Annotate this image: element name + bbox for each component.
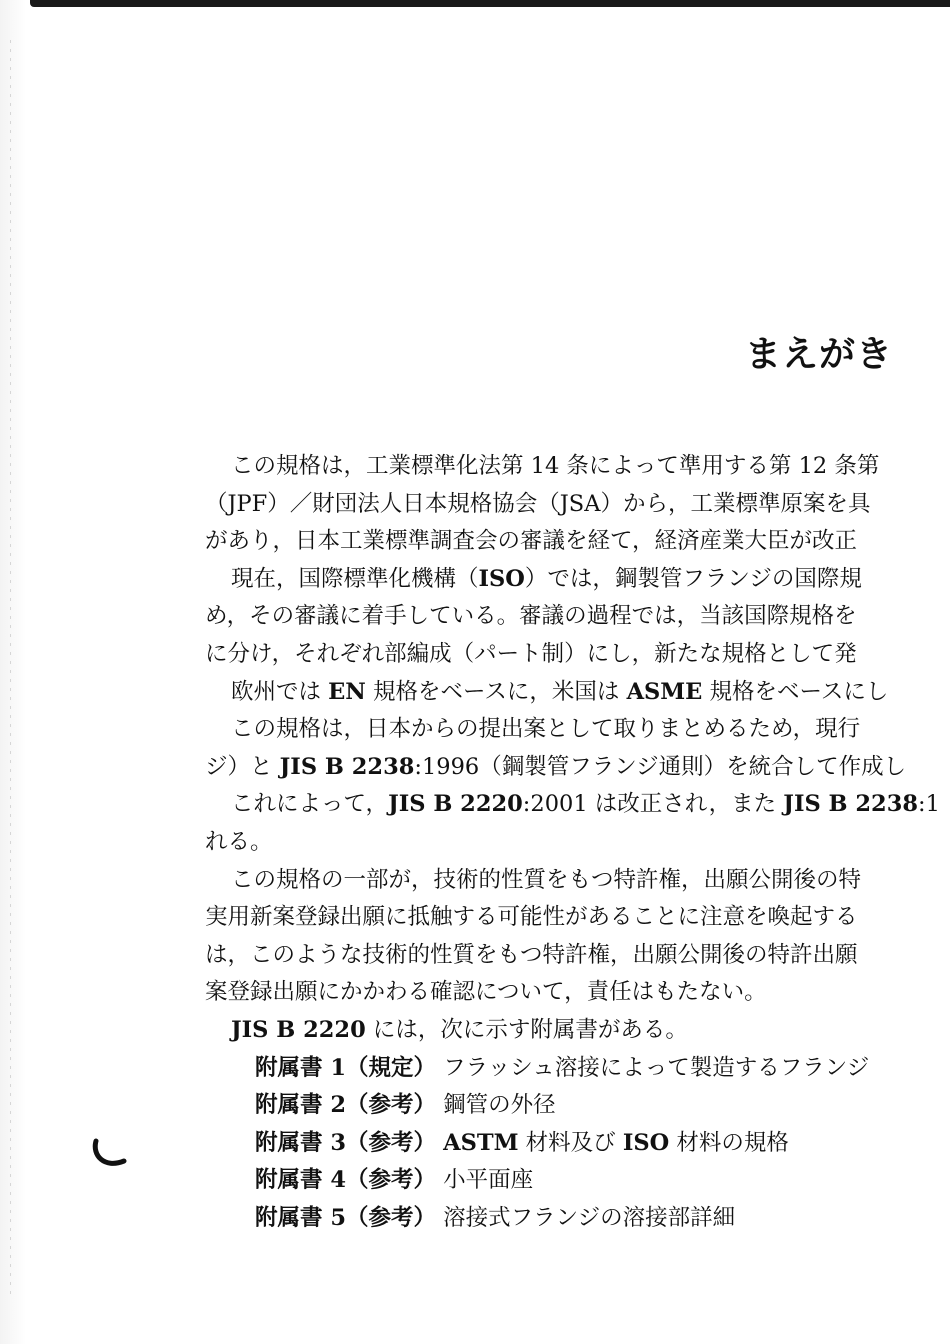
text-run: ジ）と [205, 753, 280, 780]
text-run: この規格の一部が，技術的性質をもつ特許権，出願公開後の特 [231, 866, 862, 893]
text-run: 規格をベースに，米国は [365, 678, 627, 705]
text-run: 案登録出願にかかわる確認について，責任はもたない。 [205, 979, 767, 1006]
paragraph-line [205, 674, 950, 712]
text-run: :1996（鋼製管フランジ通則）を統合して作成し [414, 753, 907, 780]
text-run: JIS B 2238 [783, 791, 919, 818]
paragraph-line [205, 636, 950, 674]
annex-label: 附属書 5（参考） [255, 1204, 436, 1231]
annex-text: 溶接式フランジの溶接部詳細 [443, 1204, 736, 1231]
paragraph-line [205, 937, 950, 975]
text-run: JIS B 2238 [279, 753, 415, 780]
text-run: これによって， [231, 791, 389, 818]
paragraph-line [205, 486, 950, 524]
text-run: ISO [478, 565, 525, 592]
annex-text: 材料の規格 [669, 1129, 789, 1156]
annex-label: 附属書 2（参考） [255, 1092, 436, 1119]
page-title: まえがき [745, 334, 894, 375]
text-run: には，次に示す附属書がある。 [365, 1016, 688, 1043]
text-run: 規格をベースにし [702, 678, 889, 705]
text-run: れる。 [205, 828, 273, 855]
text-run: この規格は，工業標準化法第 14 条によって準用する第 12 条第 [231, 453, 880, 479]
preface-body [205, 448, 950, 1344]
paragraph-line [205, 598, 950, 636]
annex-item [205, 1200, 950, 1238]
text-run: JIS B 2220 [388, 791, 523, 818]
annex-label: 附属書 3（参考） [255, 1129, 436, 1156]
text-run: ）では，鋼製管フランジの国際規 [524, 565, 862, 592]
annex-item [205, 1050, 950, 1088]
text-run: （JPF）／財団法人日本規格協会（JSA）から，工業標準原案を具 [205, 490, 871, 517]
binding-hole-mark-icon [90, 1137, 130, 1173]
annex-text: フラッシュ溶接によって製造するフランジ [443, 1054, 870, 1081]
annex-item [205, 1162, 950, 1200]
text-run: JIS B 2220 [231, 1016, 366, 1043]
annex-text: 鋼管の外径 [443, 1092, 556, 1119]
paragraph-line [205, 523, 950, 561]
text-run: この規格は，日本からの提出案として取りまとめるため，現行 [231, 716, 861, 743]
annex-item [205, 1125, 950, 1163]
paragraph-line [205, 899, 950, 937]
text-run: 実用新案登録出願に抵触する可能性があることに注意を喚起する [205, 904, 858, 931]
annex-label: 附属書 4（参考） [255, 1167, 436, 1194]
paragraph-line [205, 561, 950, 599]
text-run: ASME [626, 678, 703, 705]
page-edge-shadow [0, 0, 26, 1344]
text-run: は，このような技術的性質をもつ特許権，出願公開後の特許出願 [205, 941, 858, 968]
paragraph-line [205, 1012, 950, 1050]
paragraph-line [205, 448, 950, 486]
paragraph-line [205, 749, 950, 787]
text-run: に分け，それぞれ部編成（パート制）にし，新たな規格として発 [205, 640, 857, 667]
text-run: め，その審議に着手している。審議の過程では，当該国際規格を [205, 603, 857, 630]
annex-item [205, 1087, 950, 1125]
text-run: :2001 は改正され，また [522, 791, 784, 818]
text-run: があり，日本工業標準調査会の審議を経て，経済産業大臣が改正 [205, 528, 858, 555]
annex-text: ISO [622, 1129, 670, 1156]
scan-top-border [30, 0, 950, 7]
text-run: 欧州では [231, 678, 329, 705]
annex-text: 小平面座 [443, 1167, 534, 1194]
text-run: :1 [918, 791, 940, 818]
text-run: 現在，国際標準化機構（ [231, 565, 479, 592]
paragraph-line [205, 862, 950, 900]
annex-text: ASTM [443, 1129, 519, 1156]
paragraph-line [205, 974, 950, 1012]
text-run: EN [328, 678, 366, 705]
annex-text: 材料及び [518, 1129, 623, 1156]
paragraph-line [205, 786, 950, 824]
annex-label: 附属書 1（規定） [255, 1054, 436, 1081]
paragraph-line [205, 824, 950, 862]
paragraph-line [205, 711, 950, 749]
